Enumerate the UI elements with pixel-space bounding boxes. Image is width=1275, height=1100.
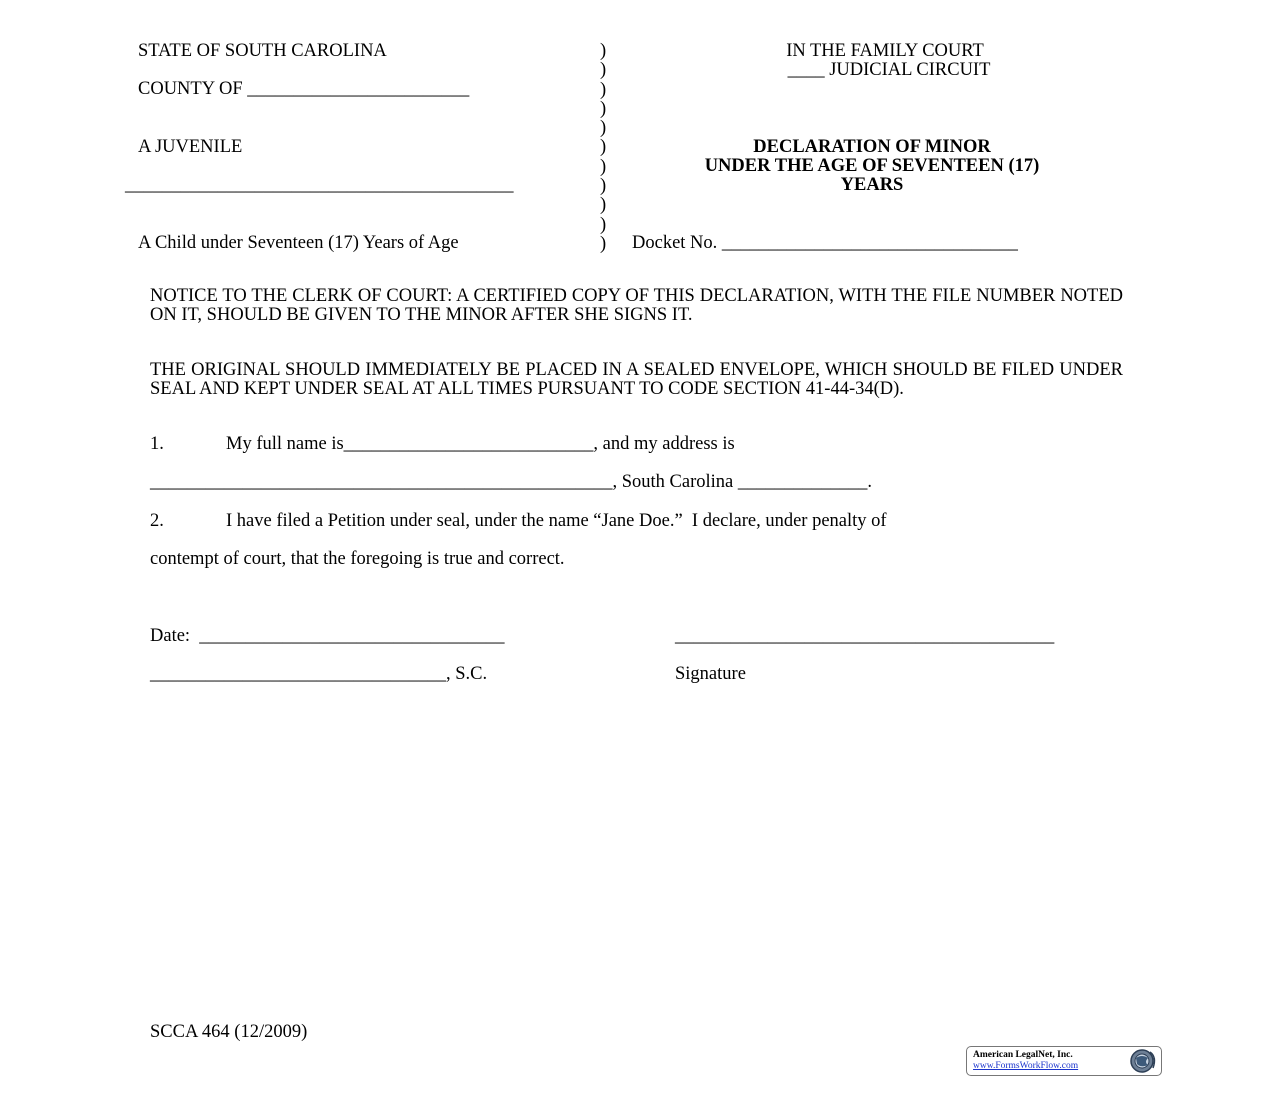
- state-label: STATE OF SOUTH CAROLINA: [138, 41, 387, 61]
- caption-parens: ) ) ) ) ) ) ) ) ) ) ): [600, 41, 607, 254]
- address-field[interactable]: __________________________________________________, South Carolina ______________.: [150, 472, 873, 492]
- publisher-name: American LegalNet, Inc.: [973, 1050, 1073, 1060]
- child-description: A Child under Seventeen (17) Years of Age: [138, 233, 459, 253]
- globe-logo-icon: [1128, 1048, 1158, 1074]
- item-2-number: 2.: [150, 511, 164, 531]
- publisher-stamp: [966, 1046, 1162, 1076]
- court-name: IN THE FAMILY COURT: [786, 41, 984, 61]
- signature-label: Signature: [675, 664, 746, 684]
- juvenile-label: A JUVENILE: [138, 137, 243, 157]
- form-title-line2: UNDER THE AGE OF SEVENTEEN (17): [704, 156, 1040, 176]
- docket-number-field[interactable]: Docket No. ________________________________: [632, 233, 1018, 253]
- publisher-link[interactable]: www.FormsWorkFlow.com: [973, 1061, 1079, 1071]
- declaration-text-cont: contempt of court, that the foregoing is true and correct.: [150, 549, 565, 569]
- full-name-field[interactable]: My full name is___________________________, and my address is: [226, 434, 735, 454]
- signing-place-field[interactable]: ________________________________, S.C.: [150, 664, 488, 684]
- county-field[interactable]: COUNTY OF ________________________: [138, 79, 470, 99]
- date-field[interactable]: Date: _________________________________: [150, 626, 505, 646]
- signature-line[interactable]: _________________________________________: [675, 626, 1055, 646]
- form-title-line3: YEARS: [840, 175, 904, 195]
- form-id: SCCA 464 (12/2009): [150, 1022, 308, 1042]
- clerk-notice: NOTICE TO THE CLERK OF COURT: A CERTIFIED COPY OF THIS DECLARATION, WITH THE FILE NUMBER NOTED ON IT, SHOULD BE GIVEN TO THE MINOR AFTER SHE SIGNS IT.: [150, 286, 1123, 325]
- form-title-line1: DECLARATION OF MINOR: [753, 137, 991, 157]
- item-1-number: 1.: [150, 434, 164, 454]
- juvenile-name-field[interactable]: __________________________________________: [125, 175, 514, 195]
- declaration-text: I have filed a Petition under seal, under the name “Jane Doe.” I declare, under penalty of: [226, 511, 887, 531]
- judicial-circuit-field[interactable]: ____ JUDICIAL CIRCUIT: [787, 60, 991, 80]
- seal-notice: THE ORIGINAL SHOULD IMMEDIATELY BE PLACED IN A SEALED ENVELOPE, WHICH SHOULD BE FILED UNDER SEAL AND KEPT UNDER SEAL AT ALL TIMES PURSUANT TO CODE SECTION 41-44-34(D).: [150, 360, 1123, 399]
